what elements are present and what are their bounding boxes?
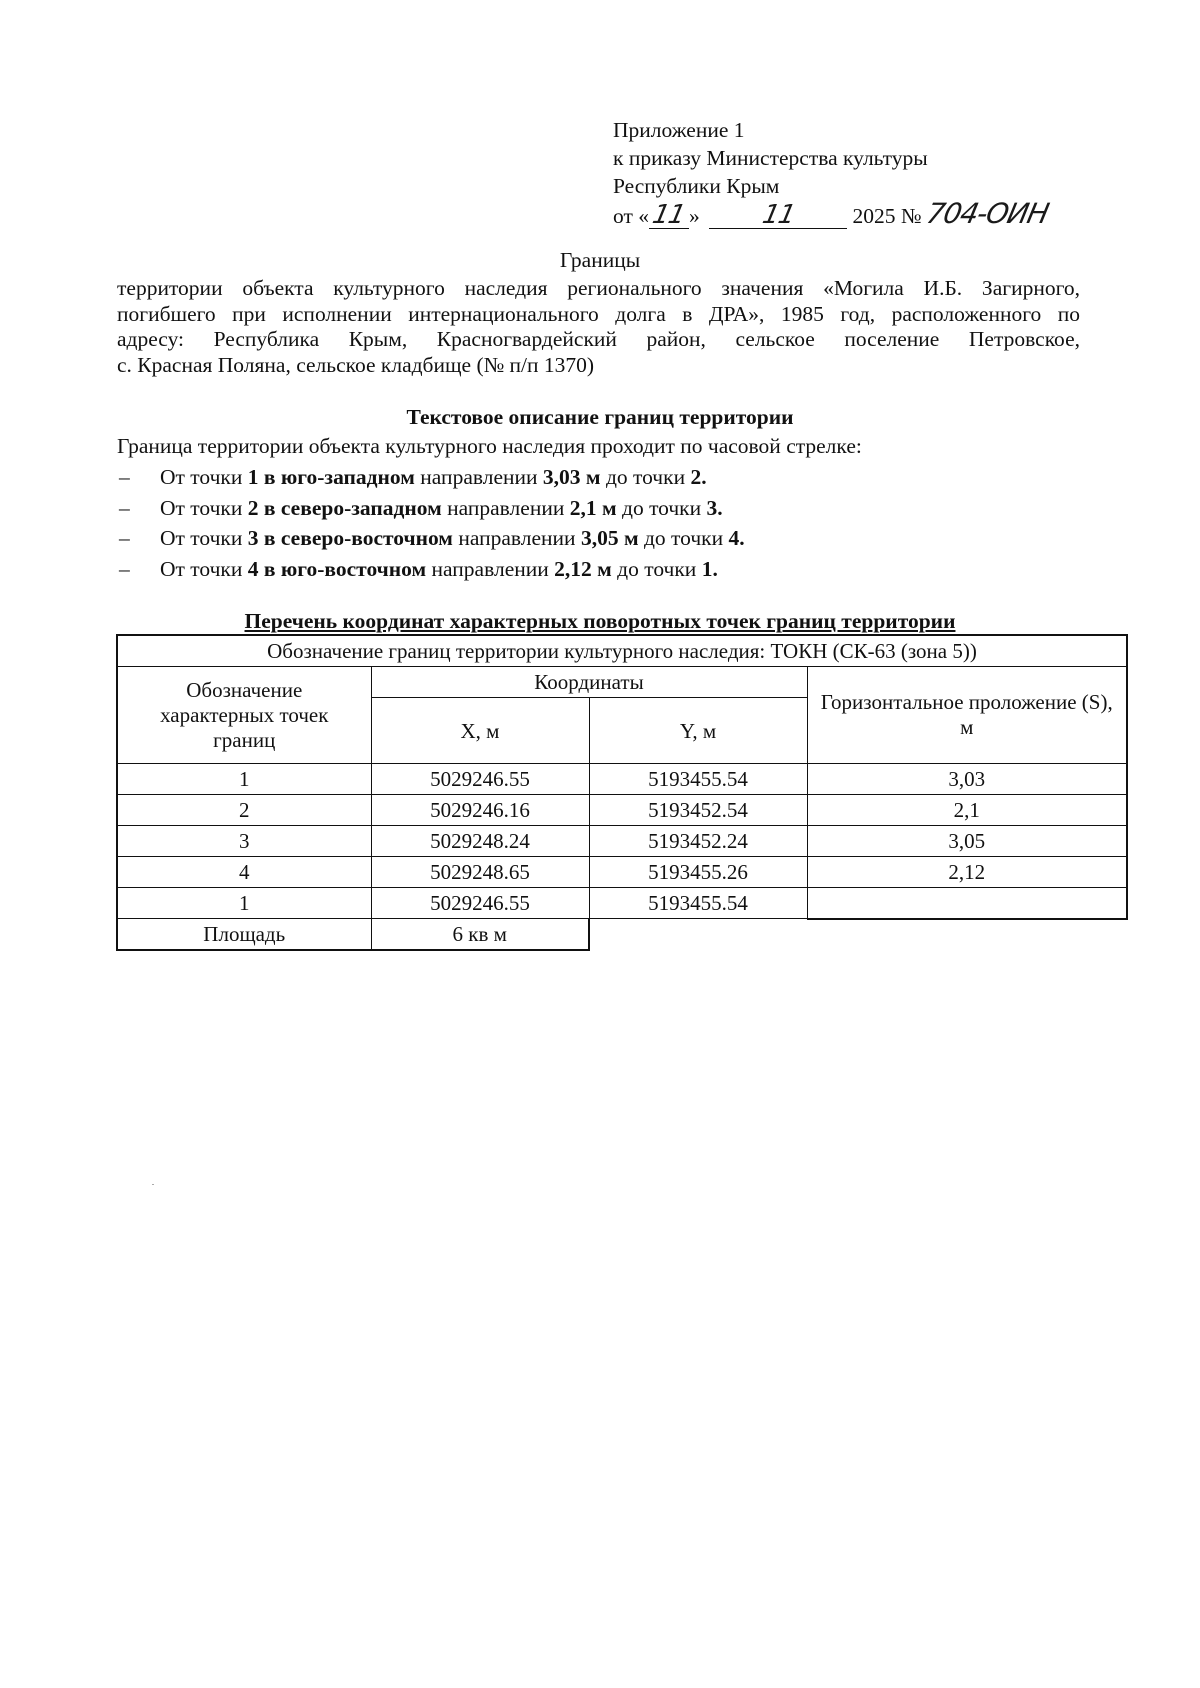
intro-line: с. Красная Поляна, сельское кладбище (№ п/п 1370) [117,352,595,377]
boundary-description-intro: Граница территории объекта культурного наследия проходит по часовой стрелке: [117,434,862,458]
item-text: . [717,495,723,520]
item-bold: 3 в северо-восточном [247,526,453,550]
list-item [117,523,1080,554]
appendix-republic: Республики Крым [613,174,780,198]
cell-point: 4 [117,857,371,888]
order-date-line [613,197,1133,230]
intro-line: погибшего при исполнении интернационального долга в ДРА», 1985 год, расположенного по [117,301,1080,326]
cell-s: 2,12 [807,857,1127,888]
appendix-order-ref: к приказу Министерства культуры [613,146,928,170]
item-text: до точки [616,495,707,520]
item-bold: 2 в северо-западном [247,495,442,520]
cell-x: 5029246.55 [371,888,589,919]
area-value: 6 кв м [371,919,589,951]
cell-y: 5193455.54 [589,764,807,795]
item-text: до точки [638,526,729,550]
intro-line: адресу: Республика Крым, Красногвардейский район, сельское поселение Петровское, [117,327,1080,351]
order-day: 11 [650,200,688,230]
list-item [117,462,1080,493]
header-y: Y, м [589,698,807,764]
item-bold: 1 в юго-западном [247,465,415,489]
cell-x: 5029246.16 [371,795,589,826]
document-heading: Границы [559,248,641,272]
cell-x: 5029246.55 [371,764,589,795]
item-bold: 3,03 м [542,465,601,489]
item-bold: 3 [706,495,718,520]
item-text: От точки [160,465,248,489]
table-header-row [117,667,1127,698]
boundary-description-title: Текстовое описание границ территории [406,405,794,429]
order-month-field [709,200,847,230]
table-caption-row [117,635,1127,667]
table-row [117,888,1127,919]
boundary-points-list [117,462,1080,584]
header-point: Обозначение характерных точек границ [117,667,371,764]
cell-s: 3,03 [807,764,1127,795]
cell-point: 2 [117,795,371,826]
cell-y: 5193452.24 [589,826,807,857]
item-bold: 1 [701,556,713,581]
item-text: направлении [426,556,555,581]
item-bold: 2 [690,465,702,489]
list-dash: – [119,465,130,489]
item-text: . [712,556,718,581]
table-area-row [117,919,1127,951]
intro-line: территории объекта культурного наследия регионального значения «Могила И.Б. Загирного, [117,276,1080,300]
item-text: направлении [452,526,581,550]
item-text: до точки [600,465,691,489]
item-text: От точки [160,556,248,581]
order-number-handwritten: 704-ОИН [923,197,1051,230]
cell-point: 1 [117,764,371,795]
order-day-field [649,200,689,230]
table-row [117,826,1127,857]
header-horizontal-distance: Горизонтальное проложение (S), м [807,667,1127,764]
empty-cell [589,919,807,951]
item-bold: 2,12 м [554,556,612,581]
cell-y: 5193455.26 [589,857,807,888]
order-year-label: 2025 № [852,204,922,228]
item-text: до точки [611,556,702,581]
item-text: От точки [160,526,248,550]
order-month: 11 [759,200,797,230]
item-bold: 2,1 м [569,495,617,520]
scan-speck [152,1184,154,1185]
list-dash: – [119,495,130,520]
date-mid: » [689,204,700,228]
item-bold: 3,05 м [580,526,639,550]
list-item [117,554,1080,585]
empty-cell [807,919,1127,951]
appendix-block [613,116,1133,230]
item-text: . [739,526,745,550]
item-bold: 4 [728,526,740,550]
header-x: X, м [371,698,589,764]
object-description [117,276,1080,378]
cell-point: 1 [117,888,371,919]
table-row [117,857,1127,888]
table-row [117,764,1127,795]
date-prefix: от « [613,204,649,228]
item-bold: 4 в юго-восточном [247,556,427,581]
cell-s [807,888,1127,919]
coordinates-table [116,634,1128,951]
header-coordinates: Координаты [371,667,807,698]
item-text: От точки [160,495,248,520]
cell-y: 5193452.54 [589,795,807,826]
list-dash: – [119,556,130,581]
item-text: направлении [414,465,543,489]
list-item [117,493,1080,524]
cell-x: 5029248.65 [371,857,589,888]
area-label: Площадь [117,919,371,951]
cell-s: 3,05 [807,826,1127,857]
table-caption: Обозначение границ территории культурного наследия: ТОКН (СК-63 (зона 5)) [117,635,1127,667]
item-text: направлении [441,495,570,520]
cell-y: 5193455.54 [589,888,807,919]
cell-point: 3 [117,826,371,857]
list-dash: – [119,526,130,550]
appendix-title: Приложение 1 [613,118,745,142]
cell-x: 5029248.24 [371,826,589,857]
table-row [117,795,1127,826]
item-text: . [701,465,707,489]
coordinates-table-title: Перечень координат характерных поворотных точек границ территории [244,609,956,633]
cell-s: 2,1 [807,795,1127,826]
